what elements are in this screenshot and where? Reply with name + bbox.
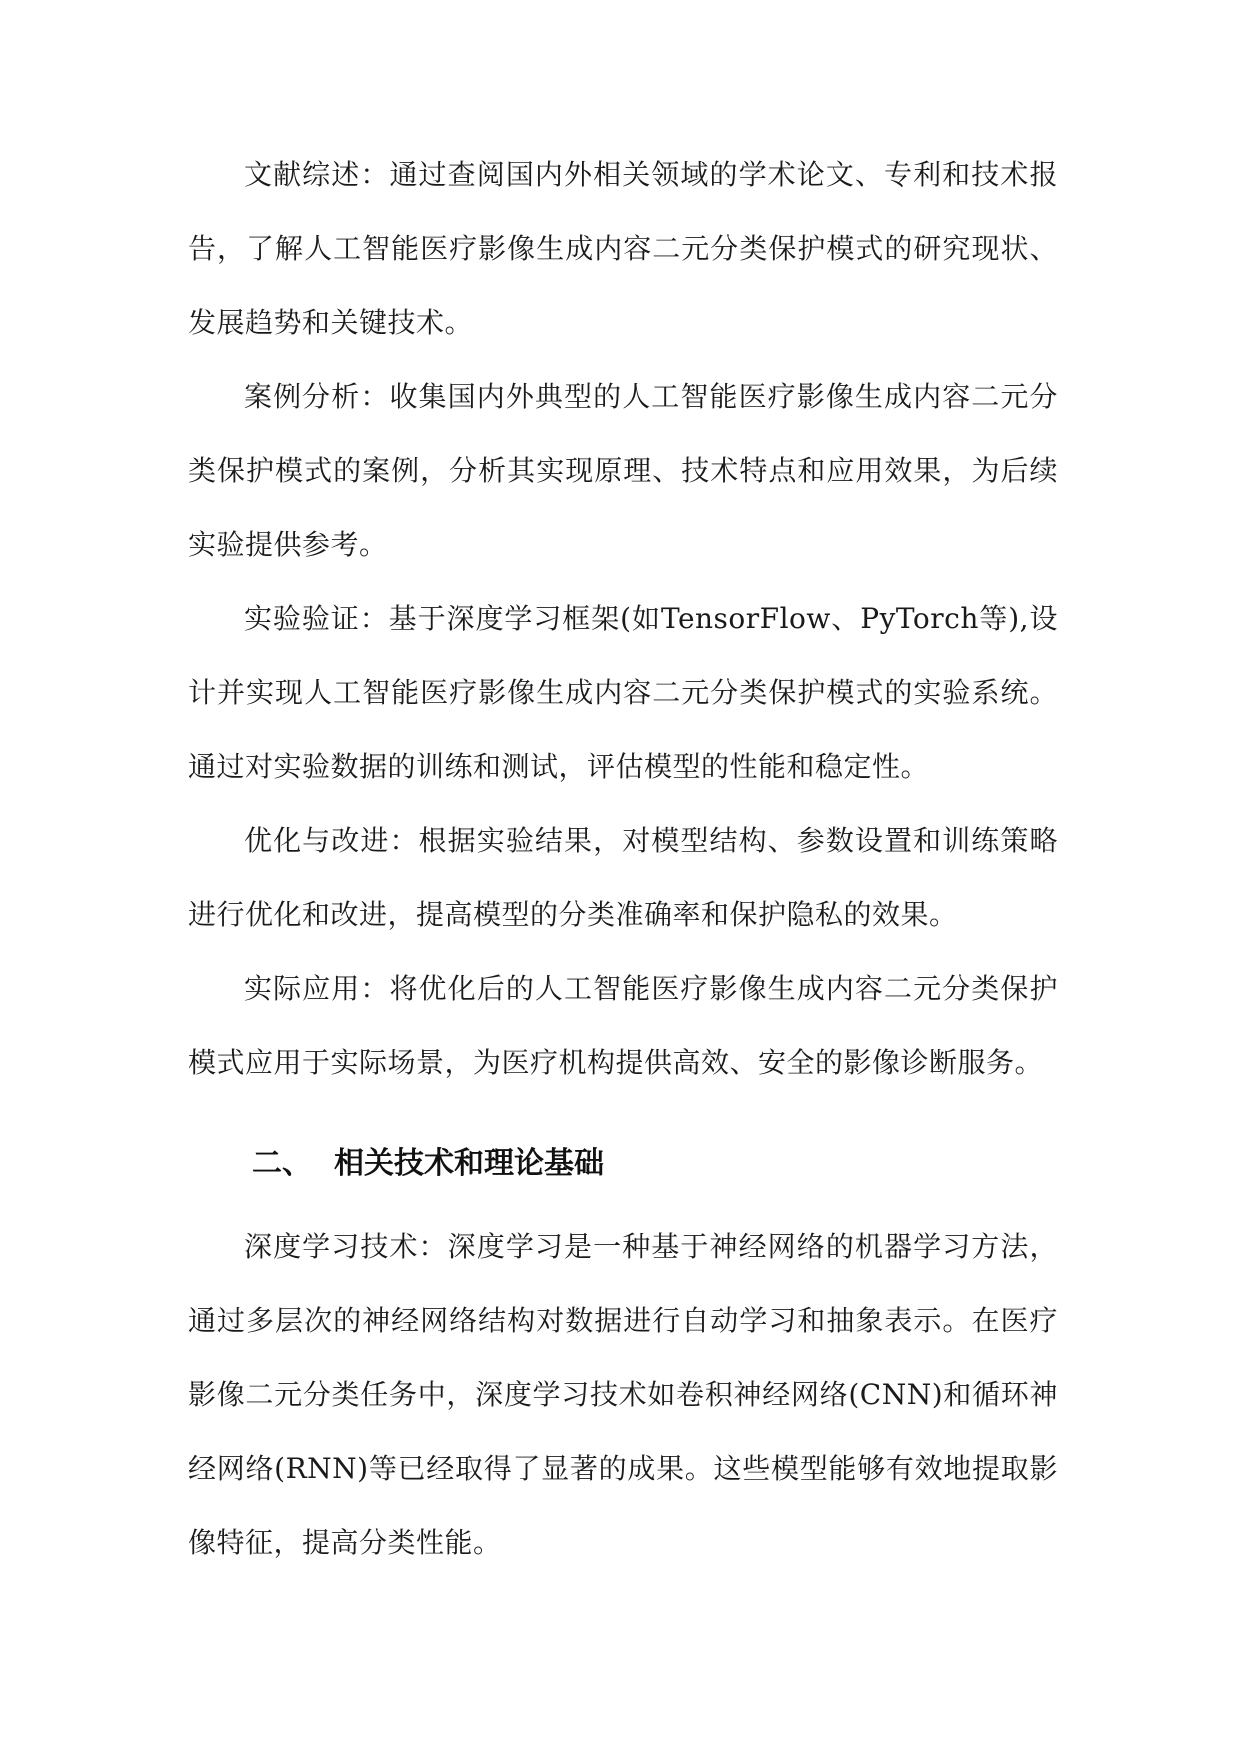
section-heading bbox=[188, 1144, 1058, 1184]
paragraph-literature-review: 文献综述：通过查阅国内外相关领域的学术论文、专利和技术报告，了解人工智能医疗影像生成内容二元分类保护模式的研究现状、发展趋势和关键技术。 bbox=[188, 158, 1058, 339]
paragraph-case-analysis: 案例分析：收集国内外典型的人工智能医疗影像生成内容二元分类保护模式的案例，分析其实现原理、技术特点和应用效果，为后续实验提供参考。 bbox=[188, 380, 1058, 561]
section-number: 二、 bbox=[252, 1146, 312, 1181]
paragraph-deep-learning: 深度学习技术：深度学习是一种基于神经网络的机器学习方法，通过多层次的神经网络结构对数据进行自动学习和抽象表示。在医疗影像二元分类任务中，深度学习技术如卷积神经网络(CNN)和循环神经网络(RNN)等已经取得了显著的成果。这些模型能够有效地提取影像特征，提高分类性能。 bbox=[188, 1230, 1058, 1559]
paragraph-practical-application: 实际应用：将优化后的人工智能医疗影像生成内容二元分类保护模式应用于实际场景，为医疗机构提供高效、安全的影像诊断服务。 bbox=[188, 972, 1058, 1079]
paragraph-experiment-validation: 实验验证：基于深度学习框架(如TensorFlow、PyTorch等),设计并实现人工智能医疗影像生成内容二元分类保护模式的实验系统。通过对实验数据的训练和测试，评估模型的性能和稳定性。 bbox=[188, 602, 1058, 783]
paragraph-optimization: 优化与改进：根据实验结果，对模型结构、参数设置和训练策略进行优化和改进，提高模型的分类准确率和保护隐私的效果。 bbox=[188, 824, 1058, 931]
document-body bbox=[188, 138, 1058, 1580]
section-title: 相关技术和理论基础 bbox=[334, 1146, 604, 1181]
